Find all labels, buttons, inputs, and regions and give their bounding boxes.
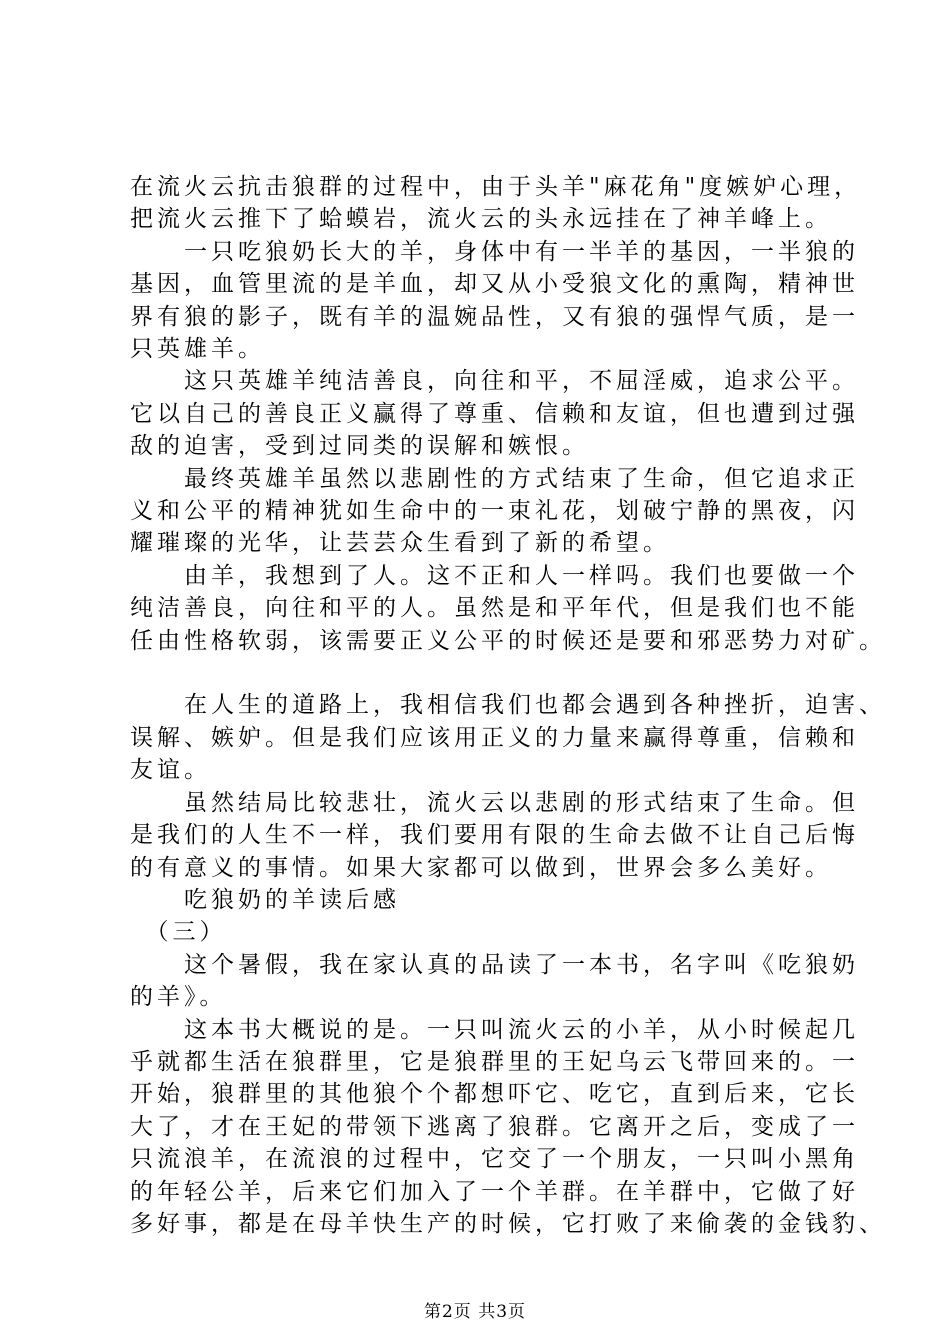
text-line: 由羊，我想到了人。这不正和人一样吗。我们也要做一个 <box>130 562 859 589</box>
text-line: 这个暑假，我在家认真的品读了一本书，名字叫《吃狼奶 <box>130 951 859 978</box>
text-line: 纯洁善良，向往和平的人。虽然是和平年代，但是我们也不能 <box>130 595 859 622</box>
text-line: 一只吃狼奶长大的羊，身体中有一半羊的基因，一半狼的 <box>130 238 859 265</box>
text-line: 大了，才在王妃的带领下逃离了狼群。它离开之后，变成了一 <box>130 1113 859 1140</box>
text-line: 是我们的人生不一样，我们要用有限的生命去做不让自己后悔 <box>130 822 859 849</box>
page-number: 第2页 共3页 <box>423 1302 527 1322</box>
text-line: 最终英雄羊虽然以悲剧性的方式结束了生命，但它追求正 <box>130 465 859 492</box>
text-line: 它以自己的善良正义赢得了尊重、信赖和友谊，但也遭到过强 <box>130 400 859 427</box>
text-line: 的有意义的事情。如果大家都可以做到，世界会多么美好。 <box>130 854 832 881</box>
text-line: 这只英雄羊纯洁善良，向往和平，不屈淫威，追求公平。 <box>130 368 859 395</box>
text-line: 的羊》。 <box>130 984 227 1011</box>
text-line: 界有狼的影子，既有羊的温婉品性，又有狼的强悍气质，是一 <box>130 303 859 330</box>
blank-line <box>130 657 850 689</box>
text-line: 的年轻公羊，后来它们加入了一个羊群。在羊群中，它做了好 <box>130 1178 859 1205</box>
text-line: 开始，狼群里的其他狼个个都想吓它、吃它，直到后来，它长 <box>130 1081 859 1108</box>
text-line: 基因，血管里流的是羊血，却又从小受狼文化的熏陶，精神世 <box>130 271 859 298</box>
section-title: 吃狼奶的羊读后感 <box>130 886 400 913</box>
text-line: 误解、嫉妒。但是我们应该用正义的力量来赢得尊重，信赖和 <box>130 724 859 751</box>
text-line: 敌的迫害，受到过同类的误解和嫉恨。 <box>130 433 589 460</box>
text-line: 这本书大概说的是。一只叫流火云的小羊，从小时候起几 <box>130 1016 859 1043</box>
text-line: 耀璀璨的光华，让芸芸众生看到了新的希望。 <box>130 530 670 557</box>
text-line: 义和公平的精神犹如生命中的一束礼花，划破宁静的黑夜，闪 <box>130 498 859 525</box>
text-line: 把流火云推下了蛤蟆岩，流火云的头永远挂在了神羊峰上。 <box>130 206 832 233</box>
text-line: 只流浪羊，在流浪的过程中，它交了一个朋友，一只叫小黑角 <box>130 1146 859 1173</box>
text-line: 任由性格软弱，该需要正义公平的时候还是要和邪恶势力对矿。 <box>130 627 886 654</box>
text-line: 多好事，都是在母羊快生产的时候，它打败了来偷袭的金钱豹、 <box>130 1210 886 1237</box>
text-line: 虽然结局比较悲壮，流火云以悲剧的形式结束了生命。但 <box>130 789 859 816</box>
text-line: 在流火云抗击狼群的过程中，由于头羊"麻花角"度嫉妒心理， <box>130 174 862 200</box>
text-line: 在人生的道路上，我相信我们也都会遇到各种挫折，迫害、 <box>130 692 886 719</box>
section-number: （三） <box>130 919 227 946</box>
text-line: 友谊。 <box>130 757 211 784</box>
document-body <box>130 171 886 1240</box>
text-line: 只英雄羊。 <box>130 336 265 363</box>
text-line: 乎就都生活在狼群里，它是狼群里的王妃乌云飞带回来的。一 <box>130 1048 859 1075</box>
